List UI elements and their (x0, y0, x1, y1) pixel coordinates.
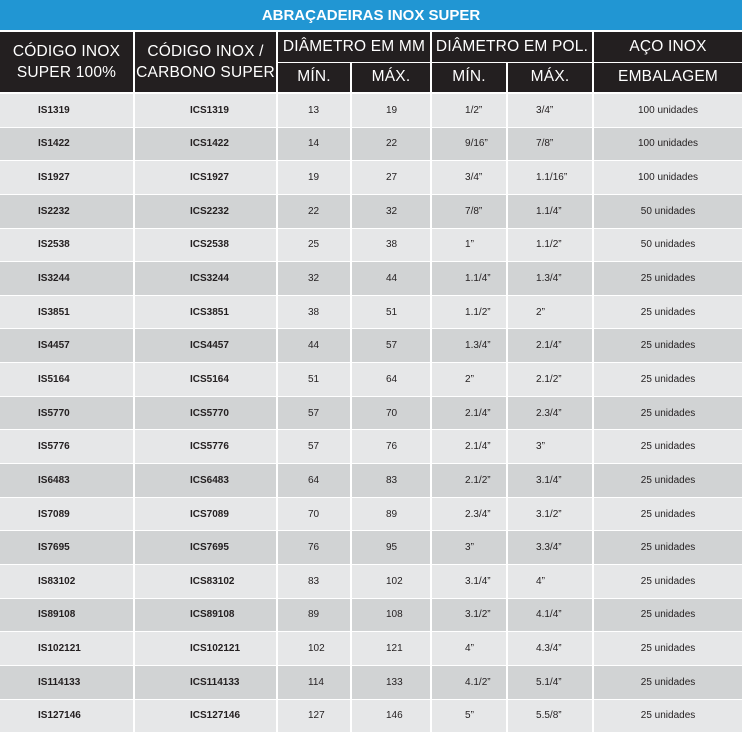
table-row (0, 598, 742, 632)
cell-pol-min: 1/2” (431, 93, 507, 127)
table-row (0, 665, 742, 699)
cell-code: IS7695 (0, 531, 134, 565)
cell-pol-min: 3” (431, 531, 507, 565)
cell-pol-min: 4.1/2” (431, 665, 507, 699)
table-header (0, 31, 742, 93)
cell-code-carbono: ICS6483 (134, 464, 277, 498)
cell-mm-max: 89 (351, 497, 431, 531)
cell-pol-max: 3/4” (507, 93, 593, 127)
cell-pol-min: 3/4” (431, 161, 507, 195)
cell-mm-max: 121 (351, 632, 431, 666)
cell-pol-min: 2.1/2” (431, 464, 507, 498)
cell-embalagem: 100 unidades (593, 161, 742, 195)
cell-code-carbono: ICS5164 (134, 363, 277, 397)
cell-mm-max: 133 (351, 665, 431, 699)
cell-pol-max: 4.3/4” (507, 632, 593, 666)
cell-code-carbono: ICS114133 (134, 665, 277, 699)
cell-code: IS5770 (0, 396, 134, 430)
table-row (0, 228, 742, 262)
cell-mm-max: 38 (351, 228, 431, 262)
table-row (0, 699, 742, 733)
cell-embalagem: 25 unidades (593, 295, 742, 329)
cell-code-carbono: ICS89108 (134, 598, 277, 632)
header-diametro-mm: DIÂMETRO EM MM (277, 31, 431, 62)
header-pol-max: MÁX. (507, 62, 593, 93)
cell-code: IS89108 (0, 598, 134, 632)
cell-mm-min: 57 (277, 396, 351, 430)
cell-embalagem: 25 unidades (593, 262, 742, 296)
cell-code-carbono: ICS3244 (134, 262, 277, 296)
cell-mm-min: 76 (277, 531, 351, 565)
cell-mm-min: 13 (277, 93, 351, 127)
table-title: ABRAÇADEIRAS INOX SUPER (0, 0, 742, 30)
cell-pol-min: 1” (431, 228, 507, 262)
cell-embalagem: 25 unidades (593, 699, 742, 733)
table-row (0, 396, 742, 430)
cell-pol-min: 7/8” (431, 194, 507, 228)
cell-pol-max: 3” (507, 430, 593, 464)
header-pol-min: MÍN. (431, 62, 507, 93)
table-row (0, 194, 742, 228)
cell-code-carbono: ICS5776 (134, 430, 277, 464)
cell-pol-max: 2.3/4” (507, 396, 593, 430)
cell-pol-max: 1.1/2” (507, 228, 593, 262)
cell-pol-min: 2.1/4” (431, 430, 507, 464)
cell-code: IS5776 (0, 430, 134, 464)
cell-mm-min: 19 (277, 161, 351, 195)
cell-code-carbono: ICS83102 (134, 564, 277, 598)
table-row (0, 262, 742, 296)
cell-code-carbono: ICS4457 (134, 329, 277, 363)
cell-code-carbono: ICS2538 (134, 228, 277, 262)
table-row (0, 632, 742, 666)
cell-mm-min: 127 (277, 699, 351, 733)
product-table (0, 30, 742, 733)
cell-code: IS114133 (0, 665, 134, 699)
cell-pol-max: 7/8” (507, 127, 593, 161)
cell-code: IS127146 (0, 699, 134, 733)
cell-code: IS2538 (0, 228, 134, 262)
cell-code-carbono: ICS1319 (134, 93, 277, 127)
cell-mm-max: 57 (351, 329, 431, 363)
cell-mm-min: 114 (277, 665, 351, 699)
cell-embalagem: 25 unidades (593, 632, 742, 666)
cell-pol-max: 1.3/4” (507, 262, 593, 296)
header-mm-min: MÍN. (277, 62, 351, 93)
header-embalagem: EMBALAGEM (593, 62, 742, 93)
cell-embalagem: 25 unidades (593, 497, 742, 531)
cell-pol-max: 1.1/4” (507, 194, 593, 228)
table-row (0, 93, 742, 127)
cell-pol-min: 1.1/2” (431, 295, 507, 329)
table-row (0, 564, 742, 598)
cell-embalagem: 25 unidades (593, 665, 742, 699)
table-row (0, 497, 742, 531)
cell-embalagem: 25 unidades (593, 329, 742, 363)
cell-mm-max: 76 (351, 430, 431, 464)
cell-embalagem: 25 unidades (593, 464, 742, 498)
cell-embalagem: 25 unidades (593, 564, 742, 598)
cell-mm-min: 32 (277, 262, 351, 296)
cell-mm-min: 22 (277, 194, 351, 228)
cell-mm-max: 27 (351, 161, 431, 195)
cell-pol-min: 4” (431, 632, 507, 666)
cell-mm-max: 83 (351, 464, 431, 498)
cell-pol-max: 4.1/4” (507, 598, 593, 632)
table-row (0, 531, 742, 565)
cell-code: IS83102 (0, 564, 134, 598)
table-row (0, 363, 742, 397)
header-mm-max: MÁX. (351, 62, 431, 93)
cell-pol-max: 1.1/16” (507, 161, 593, 195)
cell-pol-min: 2.3/4” (431, 497, 507, 531)
table-row (0, 127, 742, 161)
cell-pol-max: 2.1/2” (507, 363, 593, 397)
cell-pol-min: 2” (431, 363, 507, 397)
cell-pol-max: 3.1/4” (507, 464, 593, 498)
cell-mm-min: 89 (277, 598, 351, 632)
cell-mm-min: 70 (277, 497, 351, 531)
cell-code: IS5164 (0, 363, 134, 397)
cell-mm-min: 38 (277, 295, 351, 329)
cell-mm-min: 25 (277, 228, 351, 262)
table-row (0, 295, 742, 329)
cell-code-carbono: ICS127146 (134, 699, 277, 733)
cell-pol-max: 2” (507, 295, 593, 329)
cell-pol-max: 4” (507, 564, 593, 598)
table-row (0, 161, 742, 195)
header-diametro-pol: DIÂMETRO EM POL. (431, 31, 593, 62)
cell-code-carbono: ICS7695 (134, 531, 277, 565)
cell-mm-max: 19 (351, 93, 431, 127)
cell-code: IS6483 (0, 464, 134, 498)
table-row (0, 430, 742, 464)
cell-pol-max: 3.3/4” (507, 531, 593, 565)
cell-mm-max: 70 (351, 396, 431, 430)
header-codigo-inox-super: CÓDIGO INOX SUPER 100% (0, 31, 134, 93)
cell-embalagem: 25 unidades (593, 598, 742, 632)
cell-pol-min: 5” (431, 699, 507, 733)
table-body (0, 93, 742, 733)
cell-mm-min: 102 (277, 632, 351, 666)
cell-pol-min: 9/16” (431, 127, 507, 161)
header-aco-inox: AÇO INOX (593, 31, 742, 62)
cell-embalagem: 100 unidades (593, 93, 742, 127)
cell-embalagem: 25 unidades (593, 396, 742, 430)
cell-mm-min: 64 (277, 464, 351, 498)
cell-mm-max: 95 (351, 531, 431, 565)
cell-pol-max: 3.1/2” (507, 497, 593, 531)
cell-pol-min: 3.1/2” (431, 598, 507, 632)
cell-mm-max: 146 (351, 699, 431, 733)
cell-code: IS1319 (0, 93, 134, 127)
cell-mm-min: 51 (277, 363, 351, 397)
cell-mm-max: 22 (351, 127, 431, 161)
table-row (0, 329, 742, 363)
cell-embalagem: 100 unidades (593, 127, 742, 161)
cell-embalagem: 50 unidades (593, 194, 742, 228)
cell-pol-min: 1.1/4” (431, 262, 507, 296)
cell-mm-min: 57 (277, 430, 351, 464)
cell-code: IS3851 (0, 295, 134, 329)
cell-embalagem: 25 unidades (593, 430, 742, 464)
cell-code: IS3244 (0, 262, 134, 296)
cell-pol-min: 2.1/4” (431, 396, 507, 430)
cell-embalagem: 25 unidades (593, 531, 742, 565)
cell-code: IS102121 (0, 632, 134, 666)
cell-mm-max: 64 (351, 363, 431, 397)
cell-pol-min: 1.3/4” (431, 329, 507, 363)
cell-code-carbono: ICS5770 (134, 396, 277, 430)
cell-code: IS1927 (0, 161, 134, 195)
cell-code: IS2232 (0, 194, 134, 228)
cell-mm-min: 44 (277, 329, 351, 363)
cell-mm-min: 14 (277, 127, 351, 161)
cell-mm-max: 102 (351, 564, 431, 598)
cell-code: IS1422 (0, 127, 134, 161)
cell-mm-max: 44 (351, 262, 431, 296)
cell-code-carbono: ICS1422 (134, 127, 277, 161)
cell-code-carbono: ICS3851 (134, 295, 277, 329)
cell-code-carbono: ICS2232 (134, 194, 277, 228)
cell-code-carbono: ICS102121 (134, 632, 277, 666)
cell-mm-min: 83 (277, 564, 351, 598)
cell-pol-max: 2.1/4” (507, 329, 593, 363)
cell-code: IS4457 (0, 329, 134, 363)
cell-embalagem: 50 unidades (593, 228, 742, 262)
cell-pol-min: 3.1/4” (431, 564, 507, 598)
cell-pol-max: 5.5/8” (507, 699, 593, 733)
table-row (0, 464, 742, 498)
cell-mm-max: 32 (351, 194, 431, 228)
cell-embalagem: 25 unidades (593, 363, 742, 397)
cell-mm-max: 51 (351, 295, 431, 329)
cell-code-carbono: ICS1927 (134, 161, 277, 195)
cell-pol-max: 5.1/4” (507, 665, 593, 699)
cell-code-carbono: ICS7089 (134, 497, 277, 531)
header-codigo-inox-carbono: CÓDIGO INOX / CARBONO SUPER (134, 31, 277, 93)
cell-mm-max: 108 (351, 598, 431, 632)
cell-code: IS7089 (0, 497, 134, 531)
